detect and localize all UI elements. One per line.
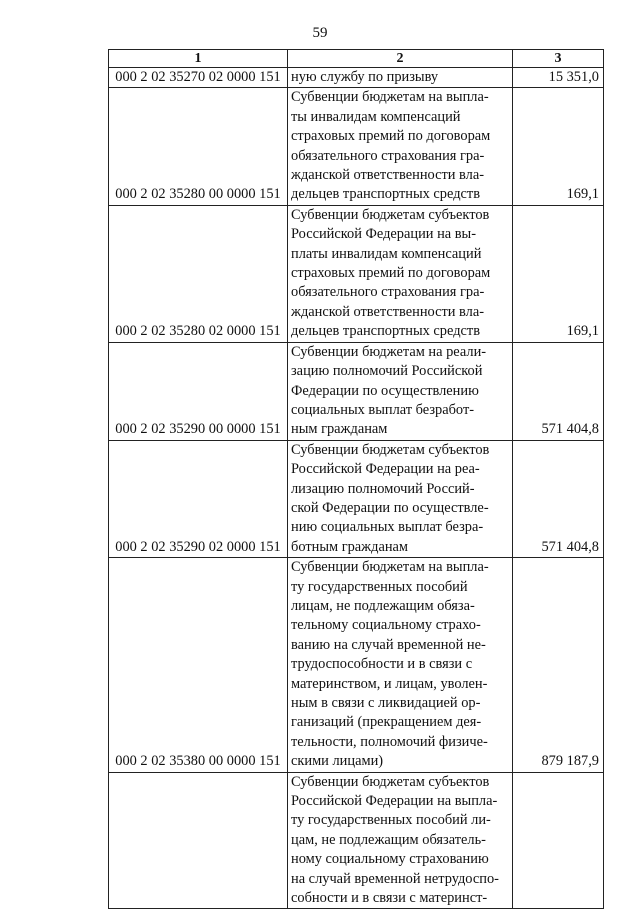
header-row: [109, 50, 604, 68]
table-row: [109, 205, 604, 342]
table-row: [109, 440, 604, 557]
description-cell: Субвенции бюджетам на выпла- ту государственных пособий лицам, не подлежащим обяза- тельному социальному страхо- ванию на случай временной не- трудоспособности и в связи с материнством, и лицам, уволен- ным в связи с ликвидацией ор- ганизаций (прекращением дея- тельности, полномочий физиче- скими лицами): [288, 558, 513, 772]
header-col-1: 1: [109, 50, 288, 68]
amount-cell: 571 404,8: [513, 440, 604, 557]
table-row: [109, 558, 604, 772]
header-col-3: 3: [513, 50, 604, 68]
budget-code-cell: 000 2 02 35380 00 0000 151: [109, 558, 288, 772]
page-number: 59: [312, 25, 328, 41]
amount-cell: 879 187,9: [513, 558, 604, 772]
table-row: [109, 342, 604, 440]
description-cell: Субвенции бюджетам субъектов Российской Федерации на реа- лизацию полномочий Россий- ской Федерации по осуществле- нию социальных выплат безра- ботным гражданам: [288, 440, 513, 557]
amount-cell: [513, 772, 604, 909]
description-cell: Субвенции бюджетам субъектов Российской Федерации на вы- платы инвалидам компенсаций страховых премий по договорам обязательного страхования гра- жданской ответственности вла- дельцев транспортных средств: [288, 205, 513, 342]
amount-cell: 169,1: [513, 88, 604, 205]
header-col-2: 2: [288, 50, 513, 68]
budget-code-cell: [109, 772, 288, 909]
amount-cell: 169,1: [513, 205, 604, 342]
description-cell: ную службу по призыву: [288, 68, 513, 88]
table-row: [109, 68, 604, 88]
budget-code-cell: 000 2 02 35280 00 0000 151: [109, 88, 288, 205]
budget-table: [108, 49, 604, 909]
table-row: [109, 772, 604, 909]
description-cell: Субвенции бюджетам на реали- зацию полномочий Российской Федерации по осуществлению социальных выплат безработ- ным гражданам: [288, 342, 513, 440]
budget-code-cell: 000 2 02 35280 02 0000 151: [109, 205, 288, 342]
description-cell: Субвенции бюджетам на выпла- ты инвалидам компенсаций страховых премий по договорам обязательного страхования гра- жданской ответственности вла- дельцев транспортных средств: [288, 88, 513, 205]
description-cell: Субвенции бюджетам субъектов Российской Федерации на выпла- ту государственных пособий ли- цам, не подлежащим обязатель- ному социальному страхованию на случай временной нетрудоспо- собности и в связи с материнст-: [288, 772, 513, 909]
amount-cell: 571 404,8: [513, 342, 604, 440]
table-row: [109, 88, 604, 205]
budget-code-cell: 000 2 02 35270 02 0000 151: [109, 68, 288, 88]
budget-code-cell: 000 2 02 35290 00 0000 151: [109, 342, 288, 440]
amount-cell: 15 351,0: [513, 68, 604, 88]
budget-code-cell: 000 2 02 35290 02 0000 151: [109, 440, 288, 557]
